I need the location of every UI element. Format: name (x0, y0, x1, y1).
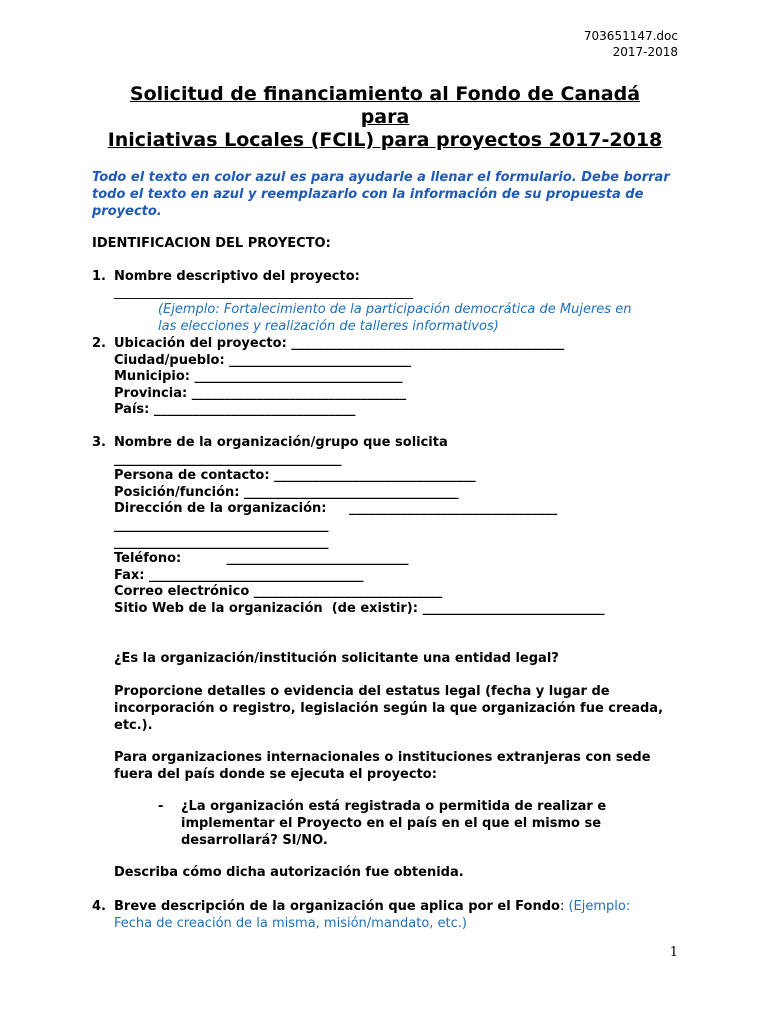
item2-pais-field[interactable]: País: _______________________________ (114, 402, 356, 417)
item3-direccion-line1[interactable]: _________________________________ (114, 518, 329, 533)
question-legal-entity: ¿Es la organización/institución solicitante una entidad legal? (114, 651, 559, 666)
item3-telefono-field[interactable]: Teléfono: ____________________________ (114, 551, 409, 566)
item1-number: 1. (92, 269, 106, 284)
page-number: 1 (669, 945, 678, 960)
item1-example-line2: las elecciones y realización de talleres informativos) (158, 319, 499, 334)
item2-number: 2. (92, 336, 106, 351)
item1-label: Nombre descriptivo del proyecto: (114, 269, 360, 284)
item3-correo-field[interactable]: Correo electrónico _____________________________ (114, 584, 443, 599)
item4-number: 4. (92, 899, 106, 914)
item3-direccion-line2[interactable]: _________________________________ (114, 535, 329, 550)
item3-direccion-field[interactable]: Dirección de la organización: ________________________________ (114, 501, 558, 516)
item3-posicion-field[interactable]: Posición/función: _________________________________ (114, 485, 459, 500)
item1-answer-line[interactable]: ______________________________________________ (114, 285, 413, 300)
page-title-line1: Solicitud de financiamiento al Fondo de Canadá (129, 83, 641, 105)
bullet-question-registration: ¿La organización está registrada o permitida de realizar e implementar el Proyecto en el país en el que el mismo se desarrollará? SI/NO. (181, 799, 607, 848)
question-international: Para organizaciones internacionales o instituciones extranjeras con sede fuera del país donde se ejecuta el proyecto: (114, 750, 651, 782)
item2-municipio-field[interactable]: Municipio: ________________________________ (114, 369, 403, 384)
item3-contacto-field[interactable]: Persona de contacto: _______________________________ (114, 468, 476, 483)
item3-sitio-field[interactable]: Sitio Web de la organización (de existir): ____________________________ (114, 601, 605, 616)
item2-ubicacion-field[interactable]: Ubicación del proyecto: __________________________________________ (114, 336, 565, 351)
item3-number: 3. (92, 435, 106, 450)
intro-instructions: Todo el texto en color azul es para ayudarle a llenar el formulario. Debe borrar todo el texto en azul y reemplazarlo con la información de su propuesta de proyecto. (92, 170, 670, 219)
item4-label: Breve descripción de la organización que aplica por el Fondo (114, 899, 560, 914)
item4-example-line2: Fecha de creación de la misma, misión/mandato, etc.) (114, 916, 468, 931)
item4-colon: : (559, 899, 569, 914)
item4-line1 (114, 898, 630, 915)
item2-provincia-field[interactable]: Provincia: _________________________________ (114, 386, 407, 401)
item1-example-line1: (Ejemplo: Fortalecimiento de la participación democrática de Mujeres en (158, 302, 632, 317)
question-authorization: Describa cómo dicha autorización fue obtenida. (114, 865, 464, 880)
item2-ciudad-field[interactable]: Ciudad/pueblo: ____________________________ (114, 353, 412, 368)
question-legal-details: Proporcione detalles o evidencia del estatus legal (fecha y lugar de incorporación o registro, legislación según la que organización fue creada, etc.). (114, 684, 664, 733)
document-filename: 703651147.doc (583, 29, 678, 43)
item3-label: Nombre de la organización/grupo que solicita (114, 435, 448, 450)
item3-fax-field[interactable]: Fax: _________________________________ (114, 568, 364, 583)
page-title-line2: para (360, 106, 410, 128)
page-title-line3: Iniciativas Locales (FCIL) para proyectos 2017-2018 (107, 129, 663, 151)
item4-example-start: (Ejemplo: (568, 899, 631, 914)
bullet-dash: - (158, 799, 164, 814)
section-heading: IDENTIFICACION DEL PROYECTO: (92, 236, 331, 251)
document-years: 2017-2018 (612, 45, 678, 59)
item3-answer-line[interactable]: ___________________________________ (114, 452, 342, 467)
